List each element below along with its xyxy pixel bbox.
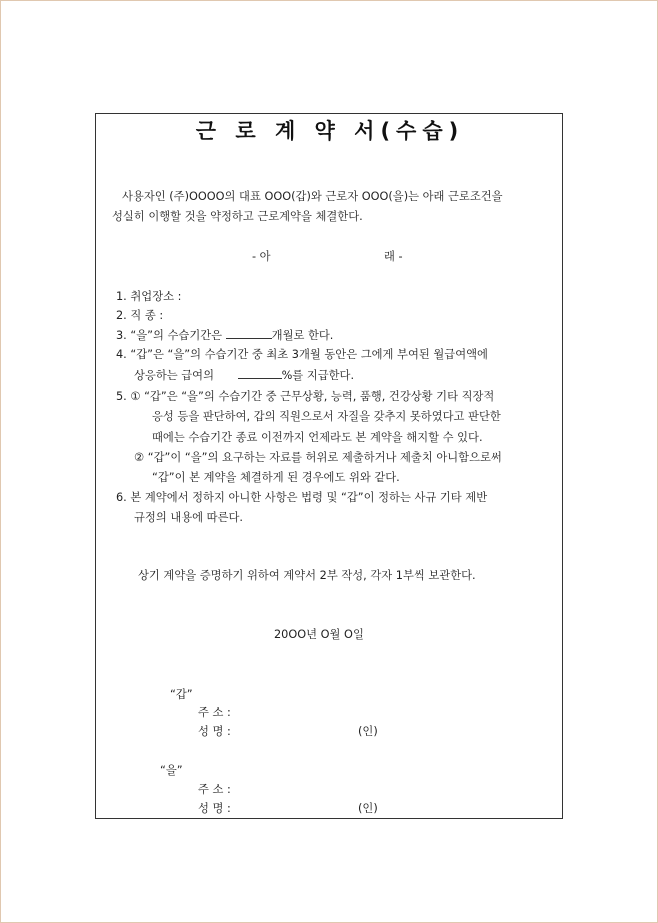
- party-b-seal: (인): [358, 802, 378, 815]
- item-5-1-line-1: 5. ① “갑”은 “을”의 수습기간 중 근무상황, 능력, 품행, 건강상황 기타 직장적: [116, 390, 495, 403]
- party-a-label: “갑”: [170, 688, 193, 701]
- party-b-label: “을”: [160, 764, 183, 777]
- item-3: [116, 328, 333, 343]
- item-5-2-line-2: “갑”이 본 계약을 체결하게 된 경우에도 위와 같다.: [152, 471, 400, 484]
- item-4-line-1: 4. “갑”은 “을”의 수습기간 중 최초 3개월 동안은 그에게 부여된 월급여액에: [116, 348, 488, 361]
- item-3-blank-months: [226, 328, 272, 339]
- contract-frame: [95, 113, 563, 819]
- item-6-line-2: 규정의 내용에 따른다.: [134, 511, 243, 524]
- item-5-1-line-3: 때에는 수습기간 종료 이전까지 언제라도 본 계약을 해지할 수 있다.: [152, 431, 483, 444]
- party-b-name-label: 성 명 :: [198, 802, 231, 815]
- below-heading-left: - 아: [252, 250, 271, 263]
- item-2-job-type: 2. 직 종 :: [116, 309, 164, 322]
- item-6-line-1: 6. 본 계약에서 정하지 아니한 사항은 법령 및 “갑”이 정하는 사규 기타 제반: [116, 491, 488, 504]
- intro-line-2: 성실히 이행할 것을 약정하고 근로계약을 체결한다.: [112, 210, 363, 223]
- closing-statement: 상기 계약을 증명하기 위하여 계약서 2부 작성, 각자 1부씩 보관한다.: [138, 569, 476, 582]
- document-title: 근 로 계 약 서(수습): [195, 119, 465, 143]
- party-a-name-label: 성 명 :: [198, 725, 231, 738]
- party-a-seal: (인): [358, 725, 378, 738]
- party-a-address-label: 주 소 :: [198, 706, 231, 719]
- item-1-workplace: 1. 취업장소 :: [116, 290, 182, 303]
- item-5-1-line-2: 응성 등을 판단하여, 갑의 직원으로서 자질을 갖추지 못하였다고 판단한: [152, 410, 501, 423]
- item-3-suffix: 개월로 한다.: [271, 329, 334, 342]
- intro-line-1: 사용자인 (주)OOOO의 대표 OOO(갑)와 근로자 OOO(을)는 아래 근로조건을: [122, 190, 503, 203]
- item-4-line-2-prefix: 상응하는 급여의: [134, 369, 214, 382]
- item-5-2-line-1: ② “갑”이 “을”의 요구하는 자료를 허위로 제출하거나 제출치 아니함으로써: [134, 451, 502, 464]
- contract-date: 20OO년 O월 O일: [274, 628, 364, 641]
- item-3-prefix: 3. “을”의 수습기간은: [116, 329, 223, 342]
- item-4-blank-percent: [238, 368, 282, 379]
- item-4-line-2-suffix: %를 지급한다.: [281, 369, 355, 382]
- below-heading-right: 래 -: [384, 250, 403, 263]
- party-b-address-label: 주 소 :: [198, 783, 231, 796]
- item-4-line-2: [134, 368, 354, 383]
